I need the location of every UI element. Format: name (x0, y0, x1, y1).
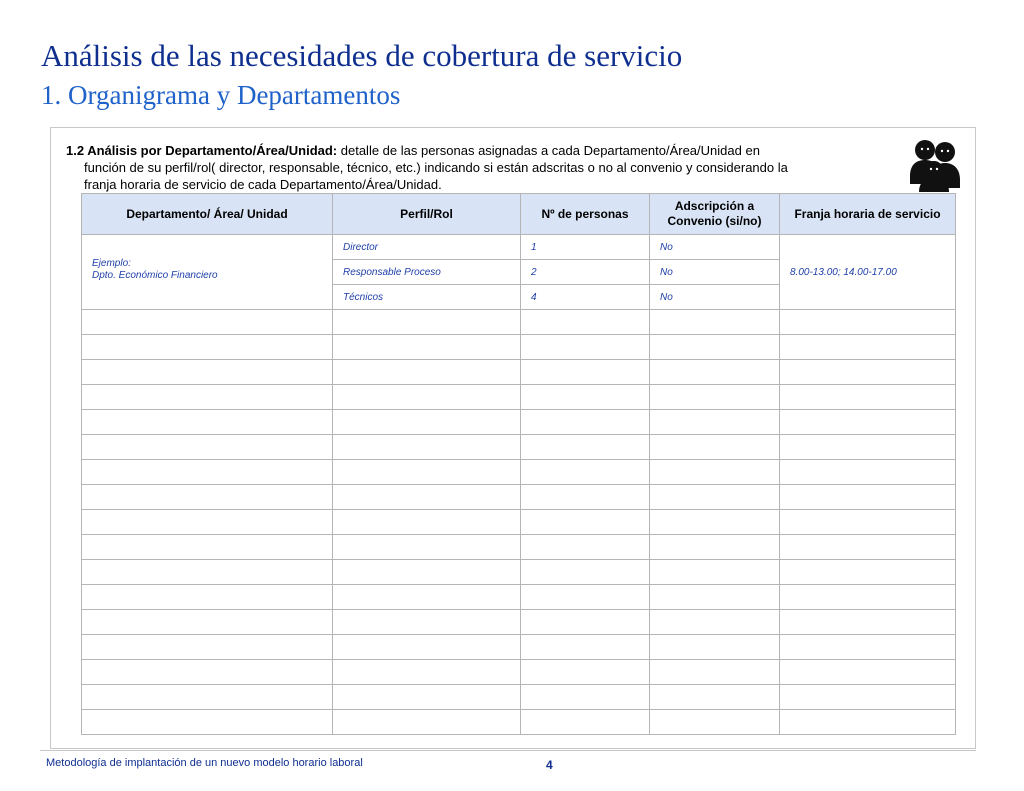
empty-cell (650, 660, 780, 685)
empty-cell (333, 610, 521, 635)
empty-cell (82, 535, 333, 560)
agreement-cell: No (650, 235, 780, 260)
empty-cell (333, 360, 521, 385)
empty-cell (82, 310, 333, 335)
empty-cell (82, 585, 333, 610)
role-cell: Director (333, 235, 521, 260)
schedule-cell: 8.00-13.00; 14.00-17.00 (780, 235, 956, 310)
empty-table-row (82, 685, 956, 710)
empty-cell (521, 460, 650, 485)
intro-paragraph (66, 142, 866, 193)
empty-cell (521, 635, 650, 660)
empty-table-row (82, 485, 956, 510)
empty-cell (333, 335, 521, 360)
intro-line-1 (66, 142, 866, 159)
empty-cell (333, 460, 521, 485)
empty-cell (650, 685, 780, 710)
count-cell: 4 (521, 285, 650, 310)
empty-cell (521, 410, 650, 435)
count-cell: 1 (521, 235, 650, 260)
empty-cell (650, 635, 780, 660)
empty-cell (521, 660, 650, 685)
empty-cell (780, 385, 956, 410)
empty-table-row (82, 360, 956, 385)
empty-cell (82, 610, 333, 635)
empty-cell (780, 685, 956, 710)
empty-cell (82, 335, 333, 360)
empty-cell (82, 510, 333, 535)
empty-table-row (82, 335, 956, 360)
empty-cell (333, 385, 521, 410)
empty-cell (780, 660, 956, 685)
intro-text-1: detalle de las personas asignadas a cada Departamento/Área/Unidad en (337, 143, 760, 158)
empty-cell (650, 410, 780, 435)
empty-cell (521, 610, 650, 635)
empty-cell (780, 535, 956, 560)
table-header-row (82, 194, 956, 235)
empty-cell (333, 510, 521, 535)
footer-text: Metodología de implantación de un nuevo modelo horario laboral (46, 757, 363, 769)
empty-cell (780, 460, 956, 485)
empty-table-row (82, 535, 956, 560)
empty-cell (82, 660, 333, 685)
empty-cell (650, 435, 780, 460)
empty-cell (82, 385, 333, 410)
empty-cell (650, 310, 780, 335)
page-title: Análisis de las necesidades de cobertura de servicio (41, 38, 683, 73)
empty-cell (780, 610, 956, 635)
empty-cell (780, 435, 956, 460)
empty-cell (780, 635, 956, 660)
empty-table-row (82, 610, 956, 635)
empty-cell (82, 560, 333, 585)
empty-table-row (82, 385, 956, 410)
empty-cell (521, 685, 650, 710)
empty-table-row (82, 410, 956, 435)
empty-table-row (82, 560, 956, 585)
empty-cell (650, 610, 780, 635)
empty-cell (333, 635, 521, 660)
empty-cell (780, 335, 956, 360)
page-subtitle: 1. Organigrama y Departamentos (41, 80, 401, 110)
empty-cell (521, 510, 650, 535)
empty-cell (333, 685, 521, 710)
empty-cell (780, 560, 956, 585)
empty-cell (333, 485, 521, 510)
empty-cell (650, 585, 780, 610)
empty-cell (333, 310, 521, 335)
intro-line-3: franja horaria de servicio de cada Departamento/Área/Unidad. (84, 177, 442, 192)
empty-cell (521, 535, 650, 560)
empty-cell (780, 310, 956, 335)
department-table (81, 193, 956, 735)
table-row (82, 235, 956, 260)
empty-cell (650, 560, 780, 585)
empty-cell (82, 710, 333, 735)
empty-table-row (82, 660, 956, 685)
agreement-cell: No (650, 260, 780, 285)
empty-cell (521, 710, 650, 735)
count-cell: 2 (521, 260, 650, 285)
example-department: Dpto. Económico Financiero (92, 270, 218, 281)
empty-cell (780, 710, 956, 735)
empty-table-row (82, 460, 956, 485)
people-group-icon (905, 136, 963, 192)
empty-cell (333, 560, 521, 585)
empty-cell (333, 660, 521, 685)
empty-cell (333, 585, 521, 610)
header-count: Nº de personas (521, 194, 650, 235)
empty-cell (82, 460, 333, 485)
intro-line-2: función de su perfil/rol( director, responsable, técnico, etc.) indicando si están adscritas o no al convenio y considerando la (84, 160, 788, 175)
empty-cell (650, 360, 780, 385)
empty-cell (650, 385, 780, 410)
empty-table-row (82, 435, 956, 460)
empty-cell (521, 310, 650, 335)
empty-cell (82, 360, 333, 385)
empty-table-row (82, 310, 956, 335)
example-label: Ejemplo: (92, 258, 131, 269)
empty-table-row (82, 510, 956, 535)
empty-cell (521, 585, 650, 610)
role-cell: Técnicos (333, 285, 521, 310)
empty-cell (333, 435, 521, 460)
page-number: 4 (546, 758, 553, 772)
empty-cell (780, 585, 956, 610)
empty-cell (780, 510, 956, 535)
empty-cell (650, 710, 780, 735)
empty-cell (521, 560, 650, 585)
example-department-cell (82, 235, 333, 310)
empty-cell (521, 385, 650, 410)
empty-cell (650, 485, 780, 510)
empty-cell (333, 410, 521, 435)
empty-cell (82, 485, 333, 510)
header-schedule: Franja horaria de servicio (780, 194, 956, 235)
empty-cell (521, 360, 650, 385)
empty-cell (82, 635, 333, 660)
empty-cell (333, 710, 521, 735)
empty-cell (780, 485, 956, 510)
empty-table-row (82, 585, 956, 610)
header-department: Departamento/ Área/ Unidad (82, 194, 333, 235)
empty-cell (780, 360, 956, 385)
empty-cell (650, 510, 780, 535)
empty-cell (650, 460, 780, 485)
empty-cell (650, 335, 780, 360)
empty-cell (82, 435, 333, 460)
empty-cell (521, 435, 650, 460)
role-cell: Responsable Proceso (333, 260, 521, 285)
empty-cell (521, 335, 650, 360)
agreement-cell: No (650, 285, 780, 310)
empty-cell (521, 485, 650, 510)
empty-table-row (82, 635, 956, 660)
header-agreement: Adscripción a Convenio (si/no) (650, 194, 780, 235)
empty-table-row (82, 710, 956, 735)
empty-cell (82, 685, 333, 710)
empty-cell (780, 410, 956, 435)
empty-cell (82, 410, 333, 435)
empty-cell (333, 535, 521, 560)
intro-heading: 1.2 Análisis por Departamento/Área/Unidad: (66, 143, 338, 158)
empty-cell (650, 535, 780, 560)
footer-divider (40, 750, 976, 751)
header-role: Perfil/Rol (333, 194, 521, 235)
